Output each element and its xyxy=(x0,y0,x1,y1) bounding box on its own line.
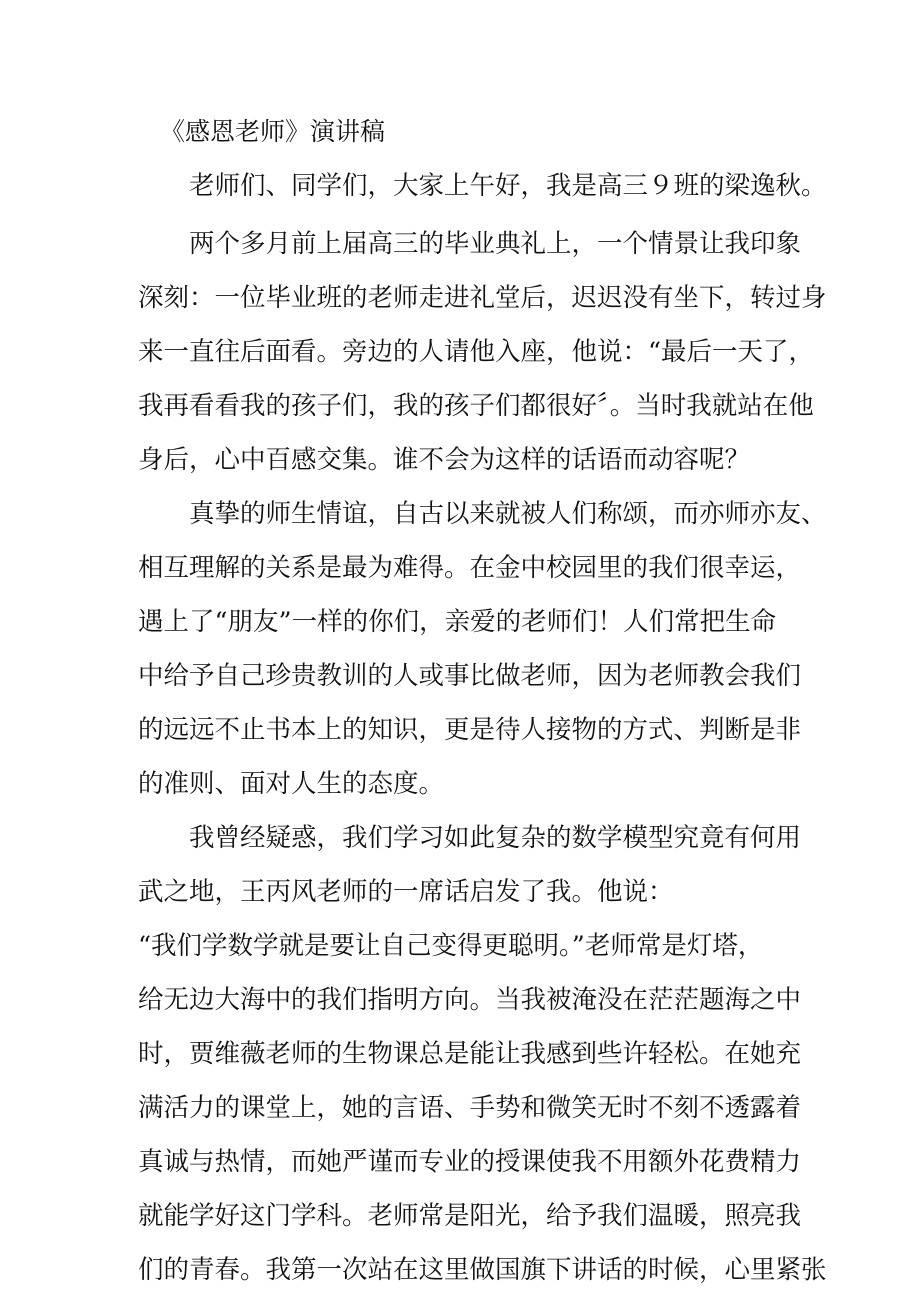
text-line: 来一直往后面看。旁边的人请他入座，他说：“最后一天了， xyxy=(138,337,815,367)
text-line: 武之地，王丙风老师的一席话启发了我。他说： xyxy=(138,877,674,907)
text-line: 老师们、同学们，大家上午好，我是高三９班的梁逸秋。 xyxy=(138,171,827,201)
document-title: 《感恩老师》演讲稿 xyxy=(160,117,386,146)
text-line: “我们学数学就是要让自己变得更聪明。”老师常是灯塔， xyxy=(138,931,764,961)
text-line: 我再看看我的孩子们，我的孩子们都很好〞。当时我就站在他 xyxy=(138,391,814,421)
text-line: 深刻：一位毕业班的老师走进礼堂后，迟迟没有坐下，转过身 xyxy=(138,283,827,313)
text-line: 们的青春。我第一次站在这里做国旗下讲话的时候，心里紧张 xyxy=(138,1255,827,1285)
text-line: 就能学好这门学科。老师常是阳光，给予我们温暖，照亮我 xyxy=(138,1201,802,1231)
text-line: 我曾经疑惑，我们学习如此复杂的数学模型究竟有何用 xyxy=(138,823,802,853)
text-line: 相互理解的关系是最为难得。在金中校园里的我们很幸运， xyxy=(138,553,802,583)
text-line: 的准则、面对人生的态度。 xyxy=(138,769,445,799)
text-line: 两个多月前上届高三的毕业典礼上，一个情景让我印象 xyxy=(138,229,802,259)
text-line: 真诚与热情，而她严谨而专业的授课使我不用额外花费精力 xyxy=(138,1147,802,1177)
text-line: 身后，心中百感交集。谁不会为这样的话语而动容呢？ xyxy=(138,445,751,475)
text-line: 真挚的师生情谊，自古以来就被人们称颂，而亦师亦友、 xyxy=(138,499,827,529)
text-line: 遇上了“朋友”一样的你们，亲爱的老师们！人们常把生命 xyxy=(138,607,777,637)
text-line: 的远远不止书本上的知识，更是待人接物的方式、判断是非 xyxy=(138,715,802,745)
text-line: 中给予自己珍贵教训的人或事比做老师，因为老师教会我们 xyxy=(138,661,802,691)
text-line: 给无边大海中的我们指明方向。当我被淹没在茫茫题海之中 xyxy=(138,985,802,1015)
text-line: 满活力的课堂上，她的言语、手势和微笑无时不刻不透露着 xyxy=(138,1093,802,1123)
text-line: 时，贾维薇老师的生物课总是能让我感到些许轻松。在她充 xyxy=(138,1039,802,1069)
